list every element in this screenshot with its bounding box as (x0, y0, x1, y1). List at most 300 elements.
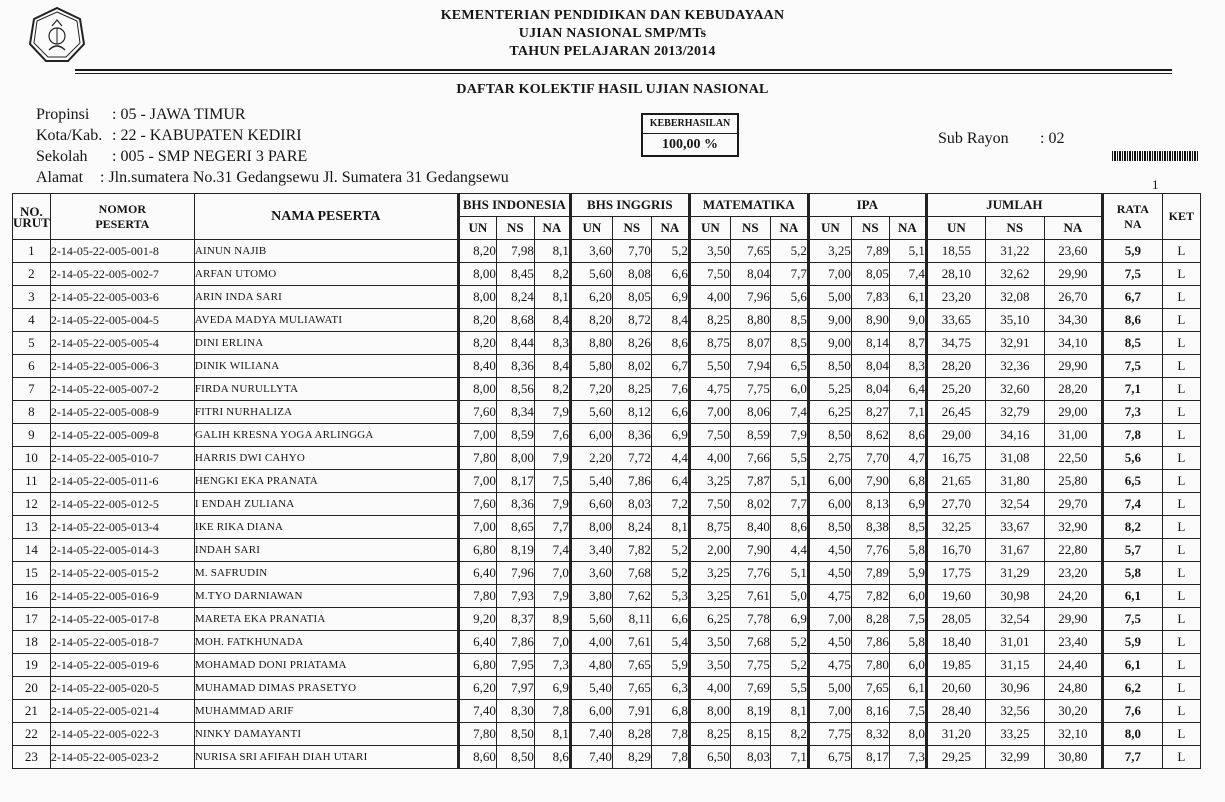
matematika-ns: 8,15 (730, 723, 770, 746)
nomor-peserta: 2-14-05-22-005-022-3 (50, 723, 194, 746)
jumlah-na: 28,20 (1044, 378, 1102, 401)
ipa-na: 8,7 (889, 332, 926, 355)
nama-peserta: AVEDA MADYA MULIAWATI (194, 309, 458, 332)
nama-peserta: FITRI NURHALIZA (194, 401, 458, 424)
bhs-indonesia-ns: 8,36 (496, 355, 534, 378)
bhs-inggris-na: 6,3 (651, 677, 689, 700)
keterangan: L (1162, 378, 1200, 401)
ipa-un: 6,75 (808, 746, 851, 769)
bhs-indonesia-ns: 8,50 (496, 746, 534, 769)
matematika-un: 2,00 (689, 539, 730, 562)
ipa-na: 7,1 (889, 401, 926, 424)
ipa-ns: 8,38 (851, 516, 889, 539)
row-number: 13 (13, 516, 51, 539)
table-row (13, 608, 1201, 631)
bhs-indonesia-na: 7,9 (534, 401, 570, 424)
propinsi-label: Propinsi (36, 106, 90, 123)
bhs-inggris-un: 8,20 (570, 309, 612, 332)
bhs-indonesia-ns: 8,56 (496, 378, 534, 401)
bhs-inggris-ns: 8,03 (612, 493, 651, 516)
row-number: 1 (13, 240, 51, 263)
nama-peserta: DINIK WILIANA (194, 355, 458, 378)
row-number: 21 (13, 700, 51, 723)
jumlah-na: 32,10 (1044, 723, 1102, 746)
jumlah-na: 30,80 (1044, 746, 1102, 769)
bhs-inggris-un: 7,40 (570, 723, 612, 746)
nama-peserta: FIRDA NURULLYTA (194, 378, 458, 401)
ipa-na: 6,0 (889, 585, 926, 608)
row-number: 11 (13, 470, 51, 493)
matematika-un: 3,25 (689, 470, 730, 493)
sub-un: UN (570, 217, 612, 240)
bhs-inggris-un: 8,00 (570, 516, 612, 539)
rata-na: 8,2 (1102, 516, 1162, 539)
sub-na: NA (651, 217, 689, 240)
bhs-indonesia-na: 7,0 (534, 562, 570, 585)
bhs-indonesia-ns: 8,37 (496, 608, 534, 631)
table-row (13, 677, 1201, 700)
table-row (13, 286, 1201, 309)
results-body (13, 240, 1201, 769)
keterangan: L (1162, 447, 1200, 470)
nomor-peserta: 2-14-05-22-005-010-7 (50, 447, 194, 470)
bhs-inggris-na: 8,1 (651, 516, 689, 539)
subrayon-label: Sub Rayon (938, 130, 1009, 147)
keberhasilan-value: 100,00 % (662, 137, 718, 152)
ipa-na: 6,1 (889, 286, 926, 309)
bhs-indonesia-un: 6,80 (458, 539, 496, 562)
keterangan: L (1162, 332, 1200, 355)
matematika-ns: 7,94 (730, 355, 770, 378)
sub-un: UN (926, 217, 985, 240)
row-number: 4 (13, 309, 51, 332)
bhs-indonesia-un: 7,60 (458, 401, 496, 424)
jumlah-ns: 35,10 (985, 309, 1044, 332)
ipa-ns: 7,80 (851, 654, 889, 677)
bhs-inggris-ns: 7,65 (612, 654, 651, 677)
bhs-inggris-un: 5,60 (570, 608, 612, 631)
rata-na: 7,8 (1102, 424, 1162, 447)
bhs-inggris-ns: 8,02 (612, 355, 651, 378)
bhs-indonesia-un: 7,80 (458, 723, 496, 746)
bhs-indonesia-un: 7,60 (458, 493, 496, 516)
jumlah-un: 25,20 (926, 378, 985, 401)
matematika-na: 5,2 (770, 654, 808, 677)
nomor-peserta: 2-14-05-22-005-019-6 (50, 654, 194, 677)
row-number: 12 (13, 493, 51, 516)
rata-na: 6,2 (1102, 677, 1162, 700)
matematika-ns: 7,90 (730, 539, 770, 562)
matematika-na: 5,1 (770, 562, 808, 585)
keterangan: L (1162, 240, 1200, 263)
nama-peserta: IKE RIKA DIANA (194, 516, 458, 539)
nama-peserta: DINI ERLINA (194, 332, 458, 355)
nama-peserta: M.TYO DARNIAWAN (194, 585, 458, 608)
matematika-na: 5,5 (770, 677, 808, 700)
jumlah-na: 23,40 (1044, 631, 1102, 654)
jumlah-na: 22,50 (1044, 447, 1102, 470)
bhs-indonesia-ns: 8,34 (496, 401, 534, 424)
keberhasilan-label: KEBERHASILAN (643, 115, 737, 134)
rata-na: 8,0 (1102, 723, 1162, 746)
bhs-inggris-na: 5,2 (651, 562, 689, 585)
bhs-inggris-na: 5,9 (651, 654, 689, 677)
bhs-indonesia-un: 8,00 (458, 286, 496, 309)
ipa-un: 4,50 (808, 631, 851, 654)
bhs-inggris-na: 8,6 (651, 332, 689, 355)
jumlah-na: 24,40 (1044, 654, 1102, 677)
row-number: 23 (13, 746, 51, 769)
ipa-na: 6,1 (889, 677, 926, 700)
matematika-un: 7,50 (689, 263, 730, 286)
ipa-ns: 8,16 (851, 700, 889, 723)
bhs-indonesia-na: 8,2 (534, 263, 570, 286)
header-rule (75, 69, 1172, 71)
sekolah-value: : 005 - SMP NEGERI 3 PARE (112, 148, 308, 165)
bhs-inggris-na: 6,6 (651, 263, 689, 286)
jumlah-ns: 32,99 (985, 746, 1044, 769)
bhs-indonesia-ns: 8,30 (496, 700, 534, 723)
matematika-na: 5,5 (770, 447, 808, 470)
keberhasilan-box (641, 113, 739, 157)
nama-peserta: M. SAFRUDIN (194, 562, 458, 585)
keterangan: L (1162, 700, 1200, 723)
jumlah-un: 34,75 (926, 332, 985, 355)
matematika-na: 8,5 (770, 332, 808, 355)
bhs-inggris-ns: 8,36 (612, 424, 651, 447)
table-row (13, 700, 1201, 723)
sekolah-label: Sekolah (36, 148, 88, 165)
matematika-un: 3,50 (689, 631, 730, 654)
nomor-peserta: 2-14-05-22-005-006-3 (50, 355, 194, 378)
ipa-ns: 7,86 (851, 631, 889, 654)
ipa-ns: 8,04 (851, 378, 889, 401)
ipa-na: 5,8 (889, 631, 926, 654)
nama-peserta: HARRIS DWI CAHYO (194, 447, 458, 470)
bhs-indonesia-na: 8,2 (534, 378, 570, 401)
rata-na: 8,6 (1102, 309, 1162, 332)
bhs-indonesia-un: 8,20 (458, 309, 496, 332)
matematika-un: 8,25 (689, 309, 730, 332)
nomor-peserta: 2-14-05-22-005-012-5 (50, 493, 194, 516)
table-row (13, 263, 1201, 286)
rata-na: 6,5 (1102, 470, 1162, 493)
ipa-un: 7,00 (808, 608, 851, 631)
jumlah-un: 32,25 (926, 516, 985, 539)
header-line-1: KEMENTERIAN PENDIDIKAN DAN KEBUDAYAAN (440, 8, 785, 23)
bhs-inggris-na: 7,2 (651, 493, 689, 516)
row-number: 19 (13, 654, 51, 677)
jumlah-un: 19,85 (926, 654, 985, 677)
keterangan: L (1162, 424, 1200, 447)
keterangan: L (1162, 493, 1200, 516)
matematika-un: 8,25 (689, 723, 730, 746)
bhs-inggris-ns: 8,29 (612, 746, 651, 769)
sub-ns: NS (851, 217, 889, 240)
jumlah-na: 34,10 (1044, 332, 1102, 355)
ipa-na: 7,5 (889, 608, 926, 631)
jumlah-un: 28,10 (926, 263, 985, 286)
keterangan: L (1162, 309, 1200, 332)
jumlah-ns: 31,80 (985, 470, 1044, 493)
sub-ns: NS (496, 217, 534, 240)
row-number: 6 (13, 355, 51, 378)
matematika-ns: 7,78 (730, 608, 770, 631)
keterangan: L (1162, 263, 1200, 286)
jumlah-ns: 34,16 (985, 424, 1044, 447)
nomor-peserta: 2-14-05-22-005-008-9 (50, 401, 194, 424)
bhs-indonesia-na: 8,4 (534, 355, 570, 378)
bhs-inggris-un: 3,60 (570, 562, 612, 585)
bhs-inggris-ns: 8,72 (612, 309, 651, 332)
row-number: 15 (13, 562, 51, 585)
ipa-un: 6,00 (808, 493, 851, 516)
row-number: 8 (13, 401, 51, 424)
ipa-ns: 8,62 (851, 424, 889, 447)
row-number: 2 (13, 263, 51, 286)
matematika-ns: 8,19 (730, 700, 770, 723)
matematika-un: 5,50 (689, 355, 730, 378)
jumlah-un: 23,20 (926, 286, 985, 309)
matematika-ns: 8,06 (730, 401, 770, 424)
matematika-un: 3,25 (689, 562, 730, 585)
bhs-inggris-un: 6,60 (570, 493, 612, 516)
bhs-indonesia-ns: 7,95 (496, 654, 534, 677)
bhs-indonesia-na: 7,9 (534, 447, 570, 470)
nama-peserta: GALIH KRESNA YOGA ARLINGGA (194, 424, 458, 447)
matematika-ns: 8,40 (730, 516, 770, 539)
table-row (13, 654, 1201, 677)
bhs-inggris-un: 2,20 (570, 447, 612, 470)
ipa-na: 5,8 (889, 539, 926, 562)
sub-un: UN (808, 217, 851, 240)
header-ket: KET (1162, 194, 1200, 240)
barcode (1112, 151, 1198, 161)
keterangan: L (1162, 539, 1200, 562)
nama-peserta: ARIN INDA SARI (194, 286, 458, 309)
bhs-indonesia-un: 7,40 (458, 700, 496, 723)
bhs-indonesia-un: 7,80 (458, 585, 496, 608)
jumlah-un: 18,40 (926, 631, 985, 654)
jumlah-ns: 31,08 (985, 447, 1044, 470)
bhs-indonesia-na: 8,4 (534, 309, 570, 332)
keterangan: L (1162, 562, 1200, 585)
keterangan: L (1162, 631, 1200, 654)
document-title: DAFTAR KOLEKTIF HASIL UJIAN NASIONAL (456, 82, 769, 97)
matematika-na: 5,2 (770, 240, 808, 263)
bhs-inggris-ns: 8,28 (612, 723, 651, 746)
jumlah-na: 24,80 (1044, 677, 1102, 700)
bhs-inggris-ns: 8,08 (612, 263, 651, 286)
bhs-inggris-ns: 8,24 (612, 516, 651, 539)
matematika-na: 6,5 (770, 355, 808, 378)
matematika-ns: 7,69 (730, 677, 770, 700)
ipa-un: 6,00 (808, 470, 851, 493)
jumlah-ns: 33,67 (985, 516, 1044, 539)
bhs-indonesia-na: 6,9 (534, 677, 570, 700)
ipa-na: 7,4 (889, 263, 926, 286)
page-number: 1 (1152, 177, 1159, 192)
jumlah-na: 30,20 (1044, 700, 1102, 723)
bhs-indonesia-ns: 8,36 (496, 493, 534, 516)
bhs-indonesia-ns: 8,50 (496, 723, 534, 746)
bhs-indonesia-un: 8,20 (458, 332, 496, 355)
nomor-peserta: 2-14-05-22-005-003-6 (50, 286, 194, 309)
row-number: 17 (13, 608, 51, 631)
matematika-na: 7,9 (770, 424, 808, 447)
sub-na: NA (534, 217, 570, 240)
nama-peserta: MOH. FATKHUNADA (194, 631, 458, 654)
jumlah-ns: 31,15 (985, 654, 1044, 677)
bhs-indonesia-un: 8,00 (458, 263, 496, 286)
jumlah-ns: 32,08 (985, 286, 1044, 309)
nomor-peserta: 2-14-05-22-005-014-3 (50, 539, 194, 562)
jumlah-un: 33,65 (926, 309, 985, 332)
table-row (13, 355, 1201, 378)
matematika-na: 8,2 (770, 723, 808, 746)
matematika-un: 7,00 (689, 401, 730, 424)
bhs-indonesia-ns: 8,17 (496, 470, 534, 493)
bhs-indonesia-na: 8,3 (534, 332, 570, 355)
keterangan: L (1162, 746, 1200, 769)
ipa-un: 4,75 (808, 654, 851, 677)
ipa-un: 4,75 (808, 585, 851, 608)
bhs-indonesia-un: 8,20 (458, 240, 496, 263)
matematika-na: 4,4 (770, 539, 808, 562)
sub-na: NA (889, 217, 926, 240)
header-matematika: MATEMATIKA (689, 194, 808, 217)
nomor-peserta: 2-14-05-22-005-005-4 (50, 332, 194, 355)
jumlah-ns: 32,79 (985, 401, 1044, 424)
bhs-indonesia-na: 7,9 (534, 493, 570, 516)
bhs-inggris-un: 5,60 (570, 263, 612, 286)
rata-na: 6,1 (1102, 654, 1162, 677)
bhs-inggris-un: 5,80 (570, 355, 612, 378)
bhs-inggris-ns: 8,11 (612, 608, 651, 631)
matematika-un: 4,00 (689, 447, 730, 470)
bhs-indonesia-ns: 7,93 (496, 585, 534, 608)
ipa-ns: 7,76 (851, 539, 889, 562)
table-row (13, 539, 1201, 562)
matematika-un: 3,25 (689, 585, 730, 608)
nomor-peserta: 2-14-05-22-005-004-5 (50, 309, 194, 332)
matematika-ns: 8,04 (730, 263, 770, 286)
matematika-na: 7,4 (770, 401, 808, 424)
ipa-na: 8,0 (889, 723, 926, 746)
nomor-peserta: 2-14-05-22-005-009-8 (50, 424, 194, 447)
matematika-un: 7,50 (689, 493, 730, 516)
ipa-ns: 7,65 (851, 677, 889, 700)
nama-peserta: HENGKI EKA PRANATA (194, 470, 458, 493)
bhs-inggris-un: 7,40 (570, 746, 612, 769)
matematika-ns: 7,87 (730, 470, 770, 493)
bhs-inggris-na: 5,3 (651, 585, 689, 608)
nama-peserta: AINUN NAJIB (194, 240, 458, 263)
matematika-na: 8,1 (770, 700, 808, 723)
rata-na: 5,6 (1102, 447, 1162, 470)
nomor-peserta: 2-14-05-22-005-021-4 (50, 700, 194, 723)
table-row (13, 516, 1201, 539)
bhs-inggris-ns: 7,61 (612, 631, 651, 654)
matematika-un: 4,75 (689, 378, 730, 401)
ipa-na: 4,7 (889, 447, 926, 470)
bhs-inggris-ns: 8,12 (612, 401, 651, 424)
bhs-indonesia-un: 8,00 (458, 378, 496, 401)
header-bhs-indonesia: BHS INDONESIA (458, 194, 570, 217)
bhs-inggris-na: 5,2 (651, 240, 689, 263)
nomor-peserta: 2-14-05-22-005-002-7 (50, 263, 194, 286)
rata-na: 5,9 (1102, 240, 1162, 263)
sub-un: UN (689, 217, 730, 240)
matematika-ns: 8,80 (730, 309, 770, 332)
matematika-un: 8,00 (689, 700, 730, 723)
ipa-na: 5,1 (889, 240, 926, 263)
nama-peserta: INDAH SARI (194, 539, 458, 562)
bhs-indonesia-ns: 8,00 (496, 447, 534, 470)
keterangan: L (1162, 401, 1200, 424)
table-row (13, 424, 1201, 447)
row-number: 7 (13, 378, 51, 401)
jumlah-ns: 31,22 (985, 240, 1044, 263)
jumlah-ns: 33,25 (985, 723, 1044, 746)
nomor-peserta: 2-14-05-22-005-013-4 (50, 516, 194, 539)
nama-peserta: MUHAMMAD ARIF (194, 700, 458, 723)
matematika-un: 3,50 (689, 240, 730, 263)
bhs-indonesia-ns: 8,68 (496, 309, 534, 332)
bhs-indonesia-na: 8,1 (534, 240, 570, 263)
matematika-ns: 7,75 (730, 378, 770, 401)
matematika-ns: 7,61 (730, 585, 770, 608)
ipa-ns: 7,89 (851, 562, 889, 585)
nomor-peserta: 2-14-05-22-005-007-2 (50, 378, 194, 401)
bhs-indonesia-na: 7,0 (534, 631, 570, 654)
jumlah-na: 29,90 (1044, 263, 1102, 286)
bhs-indonesia-na: 8,6 (534, 746, 570, 769)
jumlah-un: 27,70 (926, 493, 985, 516)
table-row (13, 447, 1201, 470)
ipa-ns: 8,90 (851, 309, 889, 332)
ipa-un: 7,75 (808, 723, 851, 746)
keterangan: L (1162, 286, 1200, 309)
bhs-inggris-na: 6,7 (651, 355, 689, 378)
keterangan: L (1162, 470, 1200, 493)
matematika-ns: 7,66 (730, 447, 770, 470)
ipa-ns: 8,32 (851, 723, 889, 746)
row-number: 20 (13, 677, 51, 700)
bhs-inggris-na: 6,9 (651, 424, 689, 447)
header-rule-thin (75, 73, 1172, 74)
bhs-inggris-un: 3,80 (570, 585, 612, 608)
table-row (13, 470, 1201, 493)
rata-na: 6,1 (1102, 585, 1162, 608)
bhs-inggris-ns: 8,26 (612, 332, 651, 355)
matematika-un: 4,00 (689, 677, 730, 700)
matematika-ns: 7,75 (730, 654, 770, 677)
matematika-na: 6,9 (770, 608, 808, 631)
nomor-peserta: 2-14-05-22-005-016-9 (50, 585, 194, 608)
bhs-inggris-ns: 8,05 (612, 286, 651, 309)
nomor-peserta: 2-14-05-22-005-001-8 (50, 240, 194, 263)
ipa-ns: 8,27 (851, 401, 889, 424)
jumlah-na: 31,00 (1044, 424, 1102, 447)
ipa-ns: 7,90 (851, 470, 889, 493)
matematika-ns: 8,02 (730, 493, 770, 516)
bhs-inggris-un: 5,60 (570, 401, 612, 424)
bhs-indonesia-un: 6,80 (458, 654, 496, 677)
bhs-inggris-na: 6,6 (651, 608, 689, 631)
bhs-indonesia-ns: 7,98 (496, 240, 534, 263)
bhs-inggris-ns: 7,62 (612, 585, 651, 608)
